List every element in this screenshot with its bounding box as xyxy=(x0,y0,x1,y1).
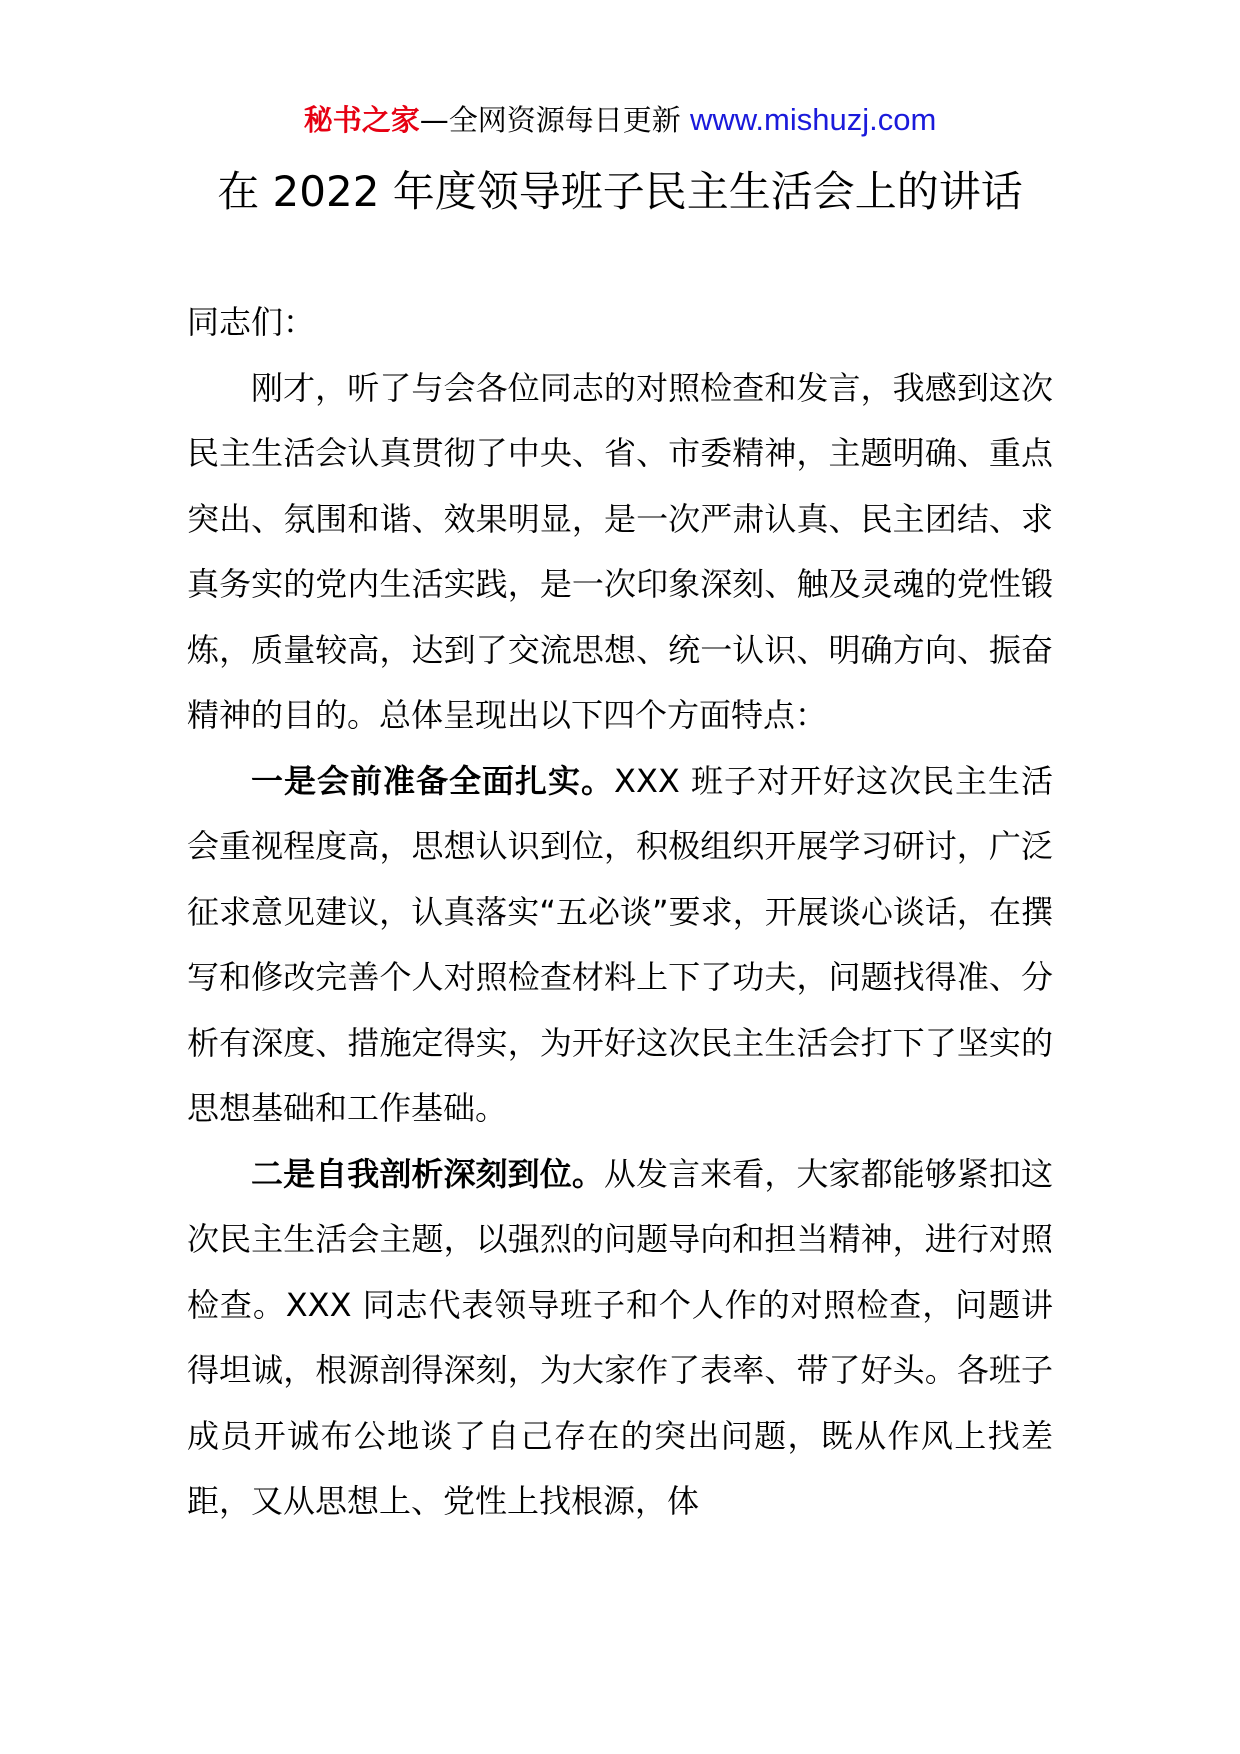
intro-paragraph: 刚才，听了与会各位同志的对照检查和发言，我感到这次民主生活会认真贯彻了中央、省、市委精神，主题明确、重点突出、氛围和谐、效果明显，是一次严肃认真、民主团结、求真务实的党内生活实践，是一次印象深刻、触及灵魂的党性锻炼，质量较高，达到了交流思想、统一认识、明确方向、振奋精神的目的。总体呈现出以下四个方面特点： xyxy=(187,368,1053,734)
point-text-1: XXX 班子对开好这次民主生活会重视程度高，思想认识到位，积极组织开展学习研讨，广泛征求意见建议，认真落实“五必谈”要求，开展谈心谈话，在撰写和修改完善个人对照检查材料上下了功夫，问题找得准、分析有深度、措施定得实，为开好这次民主生活会打下了坚实的思想基础和工作基础。 xyxy=(187,761,1053,1127)
point-paragraph-2 xyxy=(187,1142,1053,1535)
site-header xyxy=(0,100,1240,140)
site-url-link[interactable]: www.mishuzj.com xyxy=(689,102,937,137)
salutation: 同志们： xyxy=(187,303,316,341)
document-body xyxy=(187,290,1053,1535)
point-text-2: 从发言来看，大家都能够紧扣这次民主生活会主题，以强烈的问题导向和担当精神，进行对照检查。XXX 同志代表领导班子和个人作的对照检查，问题讲得坦诚，根源剖得深刻，为大家作了表率、带了好头。各班子成员开诚布公地谈了自己存在的突出问题，既从作风上找差距，又从思想上、党性上找根源，体 xyxy=(187,1154,1053,1520)
point-lead-1: 一是会前准备全面扎实。 xyxy=(251,761,615,800)
brand-name: 秘书之家 xyxy=(303,103,420,137)
header-slogan: —全网资源每日更新 xyxy=(419,103,690,137)
document-title: 在 2022 年度领导班子民主生活会上的讲话 xyxy=(217,167,1023,216)
point-lead-2: 二是自我剖析深刻到位。 xyxy=(251,1154,604,1193)
point-paragraph-1 xyxy=(187,749,1053,1142)
